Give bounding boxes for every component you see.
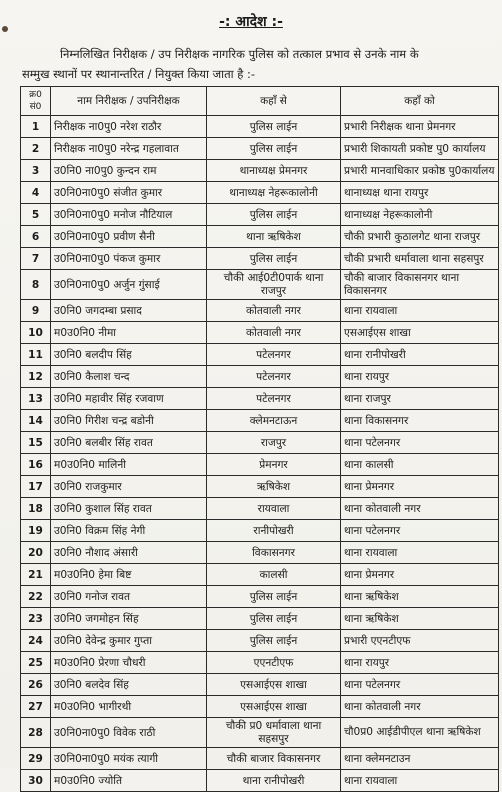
table-row — [21, 674, 499, 696]
cell-sn: 16 — [21, 454, 51, 476]
cell-sn: 12 — [21, 366, 51, 388]
cell-to: चौ0प्र0 आईडीपीएल थाना ऋषिकेश — [341, 718, 499, 748]
table-row — [21, 388, 499, 410]
cell-name: उ0नि0 महावीर सिंह रजवाण — [51, 388, 207, 410]
cell-sn: 26 — [21, 674, 51, 696]
cell-from: पुलिस लाईन — [207, 116, 341, 138]
table-row — [21, 586, 499, 608]
cell-sn: 29 — [21, 748, 51, 770]
table-row — [21, 322, 499, 344]
intro-line-2: सम्मुख स्थानों पर स्थानान्तरित / नियुक्त किया जाता है :- — [22, 67, 256, 81]
table-row — [21, 696, 499, 718]
cell-to: थाना पटेलनगर — [341, 520, 499, 542]
cell-name: उ0नि0 जगमोहन सिंह — [51, 608, 207, 630]
cell-name: उ0नि0 गनोज रावत — [51, 586, 207, 608]
cell-sn: 28 — [21, 718, 51, 748]
intro-line-1: निम्नलिखित निरीक्षक / उप निरीक्षक नागरिक पुलिस को तत्काल प्रभाव से उनके नाम के — [60, 47, 419, 61]
cell-from: पुलिस लाईन — [207, 630, 341, 652]
cell-from: थानाध्यक्ष प्रेमनगर — [207, 160, 341, 182]
cell-name: म0उ0नि0 प्रेरणा चौधरी — [51, 652, 207, 674]
cell-to: थाना कोतवाली नगर — [341, 696, 499, 718]
table-row — [21, 344, 499, 366]
cell-to: एसआईएस शाखा — [341, 322, 499, 344]
cell-to: चौकी प्रभारी कुठालगेट थाना राजपुर — [341, 226, 499, 248]
table-row — [21, 608, 499, 630]
cell-from: विकासनगर — [207, 542, 341, 564]
cell-to: प्रभारी शिकायती प्रकोष्ट पु0 कार्यालय — [341, 138, 499, 160]
cell-to: थाना रायवाला — [341, 770, 499, 792]
cell-to: थाना पटेलनगर — [341, 432, 499, 454]
cell-name: उ0नि0ना0पु0 अर्जुन गुंसाई — [51, 270, 207, 300]
table-row — [21, 476, 499, 498]
table-row — [21, 498, 499, 520]
cell-sn: 3 — [21, 160, 51, 182]
table-row — [21, 226, 499, 248]
table-row — [21, 116, 499, 138]
cell-name: उ0नि0ना0पु0 संजीत कुमार — [51, 182, 207, 204]
cell-sn: 10 — [21, 322, 51, 344]
cell-to: थाना ऋषिकेश — [341, 586, 499, 608]
transfer-table — [20, 86, 499, 792]
cell-to: थाना विकासनगर — [341, 410, 499, 432]
cell-to: थाना प्रेमनगर — [341, 476, 499, 498]
cell-from: एएनटीएफ — [207, 652, 341, 674]
cell-name: उ0नि0ना0पु0 मनोज नौटियाल — [51, 204, 207, 226]
cell-to: थाना ऋषिकेश — [341, 608, 499, 630]
table-row — [21, 182, 499, 204]
cell-from: एसआईएस शाखा — [207, 674, 341, 696]
cell-from: पुलिस लाईन — [207, 608, 341, 630]
table-row — [21, 770, 499, 792]
cell-sn: 20 — [21, 542, 51, 564]
cell-name: म0उ0नि0 ज्योति — [51, 770, 207, 792]
cell-from: थाना रानीपोखरी — [207, 770, 341, 792]
table-body — [21, 116, 499, 792]
cell-name: उ0नि0 देवेन्द्र कुमार गुप्ता — [51, 630, 207, 652]
cell-from: चौकी बाजार विकासनगर — [207, 748, 341, 770]
cell-name: म0उ0नि0 नीमा — [51, 322, 207, 344]
order-intro — [22, 44, 498, 84]
cell-from: चौकी प्र0 धर्मावाला थाना सहसपुर — [207, 718, 341, 748]
cell-name: उ0नि0 राजकुमार — [51, 476, 207, 498]
table-row — [21, 138, 499, 160]
cell-to: थाना क्लेमनटाउन — [341, 748, 499, 770]
cell-from: पटेलनगर — [207, 388, 341, 410]
cell-name: उ0नि0 ना0पु0 कुन्दन राम — [51, 160, 207, 182]
cell-sn: 24 — [21, 630, 51, 652]
cell-sn: 6 — [21, 226, 51, 248]
cell-name: उ0नि0 कैलाश चन्द — [51, 366, 207, 388]
cell-from: थाना ऋषिकेश — [207, 226, 341, 248]
cell-sn: 5 — [21, 204, 51, 226]
cell-to: थाना रायपुर — [341, 652, 499, 674]
cell-to: थाना राजपुर — [341, 388, 499, 410]
cell-name: उ0नि0 विक्रम सिंह नेगी — [51, 520, 207, 542]
cell-from: पुलिस लाईन — [207, 138, 341, 160]
cell-to: थाना प्रेमनगर — [341, 564, 499, 586]
cell-name: म0उ0नि0 भागीरथी — [51, 696, 207, 718]
cell-from: कोतवाली नगर — [207, 322, 341, 344]
cell-sn: 7 — [21, 248, 51, 270]
table-row — [21, 432, 499, 454]
cell-name: उ0नि0 गिरीश चन्द्र बडोनी — [51, 410, 207, 432]
header-name: नाम निरीक्षक / उपनिरीक्षक — [51, 87, 207, 116]
cell-to: प्रभारी मानवाधिकार प्रकोष्ठ पु0कार्यालय — [341, 160, 499, 182]
cell-from: पुलिस लाईन — [207, 248, 341, 270]
cell-name: उ0नि0ना0पु0 विवेक राठी — [51, 718, 207, 748]
cell-to: थाना रायपुर — [341, 366, 499, 388]
cell-from: प्रेमनगर — [207, 454, 341, 476]
cell-name: उ0नि0 जगदम्बा प्रसाद — [51, 300, 207, 322]
table-row — [21, 718, 499, 748]
cell-from: कालसी — [207, 564, 341, 586]
cell-name: उ0नि0ना0पु0 मयंक त्यागी — [51, 748, 207, 770]
cell-from: थानाध्यक्ष नेहरूकालोनी — [207, 182, 341, 204]
cell-from: एसआईएस शाखा — [207, 696, 341, 718]
cell-from: कोतवाली नगर — [207, 300, 341, 322]
cell-to: थाना कालसी — [341, 454, 499, 476]
table-header-row — [21, 87, 499, 116]
cell-sn: 1 — [21, 116, 51, 138]
cell-name: उ0नि0 बलदेव सिंह — [51, 674, 207, 696]
header-to: कहाँ को — [341, 87, 499, 116]
cell-to: थाना कोतवाली नगर — [341, 498, 499, 520]
cell-sn: 15 — [21, 432, 51, 454]
table-row — [21, 748, 499, 770]
cell-sn: 2 — [21, 138, 51, 160]
cell-to: थाना रायवाला — [341, 542, 499, 564]
cell-to: प्रभारी निरीक्षक थाना प्रेमनगर — [341, 116, 499, 138]
cell-to: चौकी बाजार विकासनगर थाना विकासनगर — [341, 270, 499, 300]
cell-to: थाना रायवाला — [341, 300, 499, 322]
cell-sn: 23 — [21, 608, 51, 630]
cell-sn: 8 — [21, 270, 51, 300]
table-row — [21, 542, 499, 564]
cell-sn: 18 — [21, 498, 51, 520]
order-title: -: आदेश :- — [219, 14, 283, 30]
table-row — [21, 300, 499, 322]
cell-sn: 22 — [21, 586, 51, 608]
header-from: कहाँ से — [207, 87, 341, 116]
cell-name: म0उ0नि0 मालिनी — [51, 454, 207, 476]
table-row — [21, 410, 499, 432]
cell-from: पुलिस लाईन — [207, 586, 341, 608]
cell-sn: 21 — [21, 564, 51, 586]
cell-to: थाना पटेलनगर — [341, 674, 499, 696]
cell-to: थाना रानीपोखरी — [341, 344, 499, 366]
cell-sn: 11 — [21, 344, 51, 366]
cell-from: क्लेमनटाऊन — [207, 410, 341, 432]
cell-sn: 17 — [21, 476, 51, 498]
cell-name: उ0नि0 बलबीर सिंह रावत — [51, 432, 207, 454]
cell-to: थानाध्यक्ष थाना रायपुर — [341, 182, 499, 204]
cell-sn: 4 — [21, 182, 51, 204]
cell-name: उ0नि0 बलदीप सिंह — [51, 344, 207, 366]
cell-sn: 30 — [21, 770, 51, 792]
table-row — [21, 520, 499, 542]
cell-from: राजपुर — [207, 432, 341, 454]
table-row — [21, 454, 499, 476]
cell-name: निरीक्षक ना0पु0 नरेन्द्र गहलावात — [51, 138, 207, 160]
cell-name: उ0नि0 कुशाल सिंह रावत — [51, 498, 207, 520]
table-row — [21, 366, 499, 388]
cell-to: प्रभारी एएनटीएफ — [341, 630, 499, 652]
cell-name: उ0नि0 नौशाद अंसारी — [51, 542, 207, 564]
table-row — [21, 270, 499, 300]
table-row — [21, 204, 499, 226]
table-row — [21, 248, 499, 270]
cell-name: उ0नि0ना0पु0 पंकज कुमार — [51, 248, 207, 270]
cell-sn: 27 — [21, 696, 51, 718]
cell-from: चौकी आई0टी0पार्क थाना राजपुर — [207, 270, 341, 300]
cell-from: ऋषिकेश — [207, 476, 341, 498]
cell-from: पटेलनगर — [207, 366, 341, 388]
cell-sn: 25 — [21, 652, 51, 674]
cell-to: चौकी प्रभारी धर्मावाला थाना सहसपुर — [341, 248, 499, 270]
cell-from: रायवाला — [207, 498, 341, 520]
cell-name: उ0नि0ना0पु0 प्रवीण सैनी — [51, 226, 207, 248]
cell-name: म0उ0नि0 हेमा बिष्ट — [51, 564, 207, 586]
header-sn: क्र0 सं0 — [21, 87, 51, 116]
cell-to: थानाध्यक्ष नेहरूकालोनी — [341, 204, 499, 226]
cell-sn: 13 — [21, 388, 51, 410]
table-row — [21, 160, 499, 182]
cell-sn: 14 — [21, 410, 51, 432]
table-row — [21, 630, 499, 652]
cell-name: निरीक्षक ना0पु0 नरेश राठौर — [51, 116, 207, 138]
cell-sn: 9 — [21, 300, 51, 322]
cell-from: पुलिस लाईन — [207, 204, 341, 226]
cell-from: पटेलनगर — [207, 344, 341, 366]
cell-sn: 19 — [21, 520, 51, 542]
table-row — [21, 652, 499, 674]
cell-from: रानीपोखरी — [207, 520, 341, 542]
table-row — [21, 564, 499, 586]
